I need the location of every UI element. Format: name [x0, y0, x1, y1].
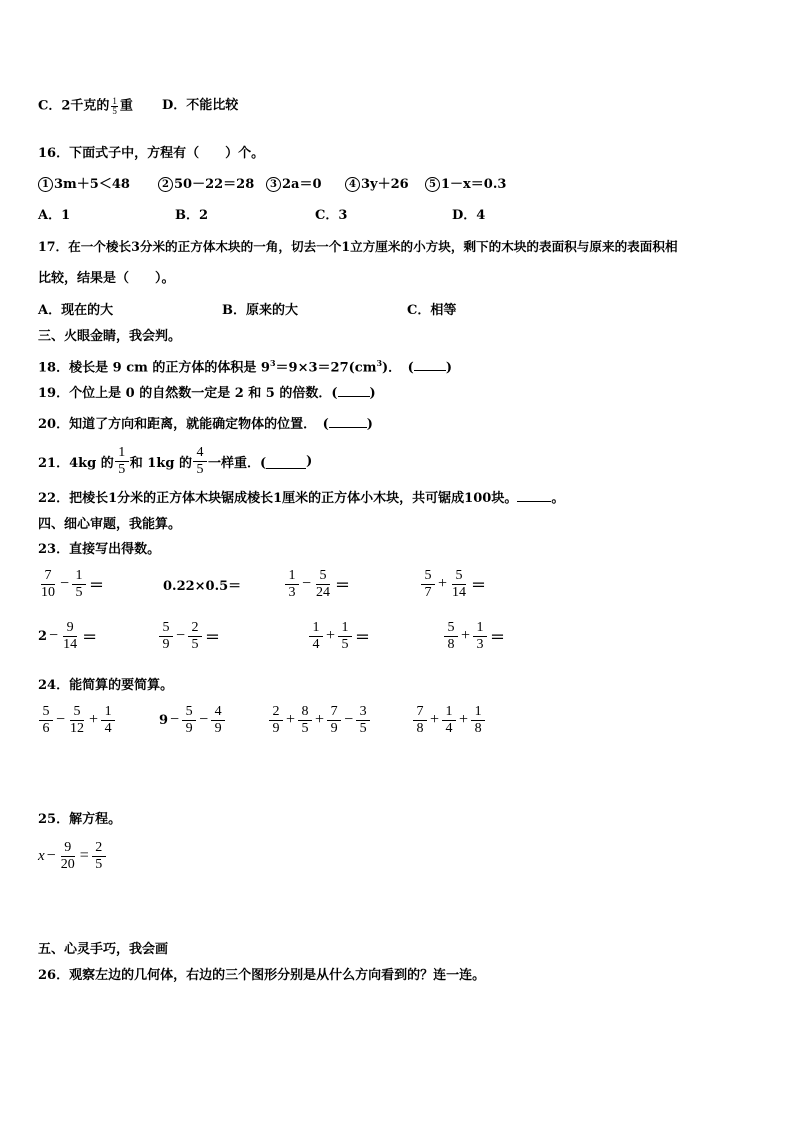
- fraction: $\frac{9}{14}$: [63, 619, 78, 652]
- fraction: $\frac{5}{14}$: [452, 567, 467, 600]
- fraction: $\frac{2}{5}$: [92, 840, 106, 873]
- fraction: $\frac{1}{3}$: [285, 568, 299, 601]
- q25-stem: 25．解方程。: [38, 812, 122, 827]
- q23-r2-expr-b: $\frac{5}{9}$ − $\frac{2}{5}$ ＝: [158, 616, 220, 656]
- q16-item-3: 3 2a＝0: [266, 176, 322, 194]
- q19: 19．个位上是 0 的自然数一定是 2 和 5 的倍数．( ): [38, 386, 376, 401]
- q19-answer-blank[interactable]: [338, 396, 370, 397]
- fraction: $\frac{1}{3}$: [473, 620, 487, 653]
- q16-item-2: 2 50－22＝28: [158, 176, 254, 194]
- fraction: $\frac{5}{6}$: [39, 704, 53, 737]
- q15-option-c: C．2千克的 $\frac{1}{5}$ 重: [38, 96, 133, 116]
- q16-stem: 16．下面式子中，方程有（ ）个。: [38, 146, 265, 161]
- q23-r2-expr-a: 2 − $\frac{9}{14}$ ＝: [38, 619, 98, 652]
- q24-expr-3: $\frac{2}{9}$ + $\frac{8}{5}$ + $\frac{7}{9}$ − $\frac{3}{5}$: [268, 700, 371, 740]
- q23-r1-expr-c: $\frac{1}{3}$ − $\frac{5}{24}$ ＝: [284, 564, 350, 604]
- q17-stem-line1: 17．在一个棱长3分米的正方体木块的一角，切去一个1立方厘米的小方块，剩下的木块的表面积与原来的表面积相: [38, 239, 678, 254]
- section-4-heading: 四、细心审题，我能算。: [38, 517, 182, 532]
- q23-r2-expr-c: $\frac{1}{4}$ + $\frac{1}{5}$ ＝: [308, 616, 370, 656]
- q23-r1-expr-d: $\frac{5}{7}$ + $\frac{5}{14}$ ＝: [420, 564, 486, 604]
- q22-answer-blank[interactable]: [517, 501, 551, 502]
- q23-r1-expr-b: 0.22×0.5＝: [163, 578, 242, 594]
- q16-option-d: D．4: [452, 208, 486, 223]
- fraction: $\frac{7}{9}$: [327, 704, 341, 737]
- fraction: $\frac{9}{20}$: [60, 839, 75, 872]
- q24-stem: 24．能简算的要简算。: [38, 678, 174, 693]
- q22: 22．把棱长1分米的正方体木块锯成棱长1厘米的正方体小木块，共可锯成100块。 。: [38, 491, 565, 506]
- fraction: $\frac{2}{5}$: [188, 620, 202, 653]
- q16-item-1: 1 3m＋5＜48: [38, 176, 130, 194]
- fraction: $\frac{5}{9}$: [159, 620, 173, 653]
- q21-fraction-1: $\frac{1}{5}$: [115, 445, 129, 478]
- fraction: $\frac{7}{10}$: [41, 567, 55, 600]
- fraction: $\frac{2}{9}$: [269, 704, 283, 737]
- fraction: $\frac{5}{24}$: [316, 567, 331, 600]
- fraction: $\frac{8}{5}$: [298, 704, 312, 737]
- fraction: $\frac{1}{8}$: [471, 704, 485, 737]
- q23-stem: 23．直接写出得数。: [38, 542, 161, 557]
- q20: 20．知道了方向和距离，就能确定物体的位置． ( ): [38, 417, 373, 432]
- fraction: $\frac{5}{12}$: [70, 703, 85, 736]
- section-5-heading: 五、心灵手巧，我会画: [38, 942, 169, 957]
- q16-item-4: 4 3y＋26: [345, 176, 409, 194]
- q20-answer-blank[interactable]: [329, 427, 367, 428]
- q16-options: [38, 207, 758, 225]
- q16-option-c: C．3: [315, 208, 348, 223]
- q25-equation: x − $\frac{9}{20}$ = $\frac{2}{5}$: [38, 836, 107, 876]
- fraction: $\frac{5}{8}$: [444, 620, 458, 653]
- q17-options: [38, 302, 758, 320]
- fraction: $\frac{1}{5}$: [72, 568, 86, 601]
- q15-fraction: $\frac{1}{5}$: [112, 96, 117, 116]
- q16-option-a: A．1: [38, 208, 71, 223]
- q18: 18．棱长是 9 cm 的正方体的体积是 $9^3=9\times 3=27(cm^3)$． ( ): [38, 358, 452, 376]
- fraction: $\frac{3}{5}$: [356, 704, 370, 737]
- fraction: $\frac{1}{4}$: [442, 704, 456, 737]
- q24-expr-4: $\frac{7}{8}$ + $\frac{1}{4}$ + $\frac{1}{8}$: [412, 700, 486, 740]
- q24-expr-1: $\frac{5}{6}$ − $\frac{5}{12}$ + $\frac{1}{4}$: [38, 700, 116, 740]
- q18-answer-blank[interactable]: [414, 370, 446, 371]
- q23-r1-expr-a: $\frac{7}{10}$ − $\frac{1}{5}$ ＝: [41, 567, 105, 600]
- q21: 21．4kg 的 $\frac{1}{5}$ 和 1kg 的 $\frac{4}{5}$ 一样重．( ): [38, 444, 313, 477]
- q17-option-b: B．原来的大: [222, 303, 298, 318]
- q21-fraction-2: $\frac{4}{5}$: [193, 445, 207, 478]
- fraction: $\frac{7}{8}$: [413, 704, 427, 737]
- fraction: $\frac{4}{9}$: [211, 704, 225, 737]
- q15-options: [38, 96, 239, 116]
- q17-option-c: C．相等: [407, 303, 457, 318]
- fraction: $\frac{1}{5}$: [338, 620, 352, 653]
- fraction: $\frac{1}{4}$: [309, 620, 323, 653]
- q21-answer-blank[interactable]: [266, 454, 306, 469]
- q17-option-a: A．现在的大: [38, 303, 114, 318]
- q26-stem: 26．观察左边的几何体，右边的三个图形分别是从什么方向看到的？连一连。: [38, 968, 486, 983]
- fraction: $\frac{1}{4}$: [101, 704, 115, 737]
- q17-stem-line2: 比较，结果是（ ）。: [38, 271, 175, 286]
- q16-items: [38, 176, 758, 194]
- q23-r2-expr-d: $\frac{5}{8}$ + $\frac{1}{3}$ ＝: [443, 616, 505, 656]
- q24-expr-2: 9 − $\frac{5}{9}$ − $\frac{4}{9}$: [159, 700, 226, 740]
- section-3-heading: 三、火眼金睛，我会判。: [38, 329, 182, 344]
- fraction: $\frac{5}{7}$: [421, 568, 435, 601]
- q15-option-d: D．不能比较: [162, 98, 239, 113]
- fraction: $\frac{5}{9}$: [182, 704, 196, 737]
- q16-option-b: B．2: [175, 208, 209, 223]
- q16-item-5: 5 1－x＝0.3: [425, 176, 506, 194]
